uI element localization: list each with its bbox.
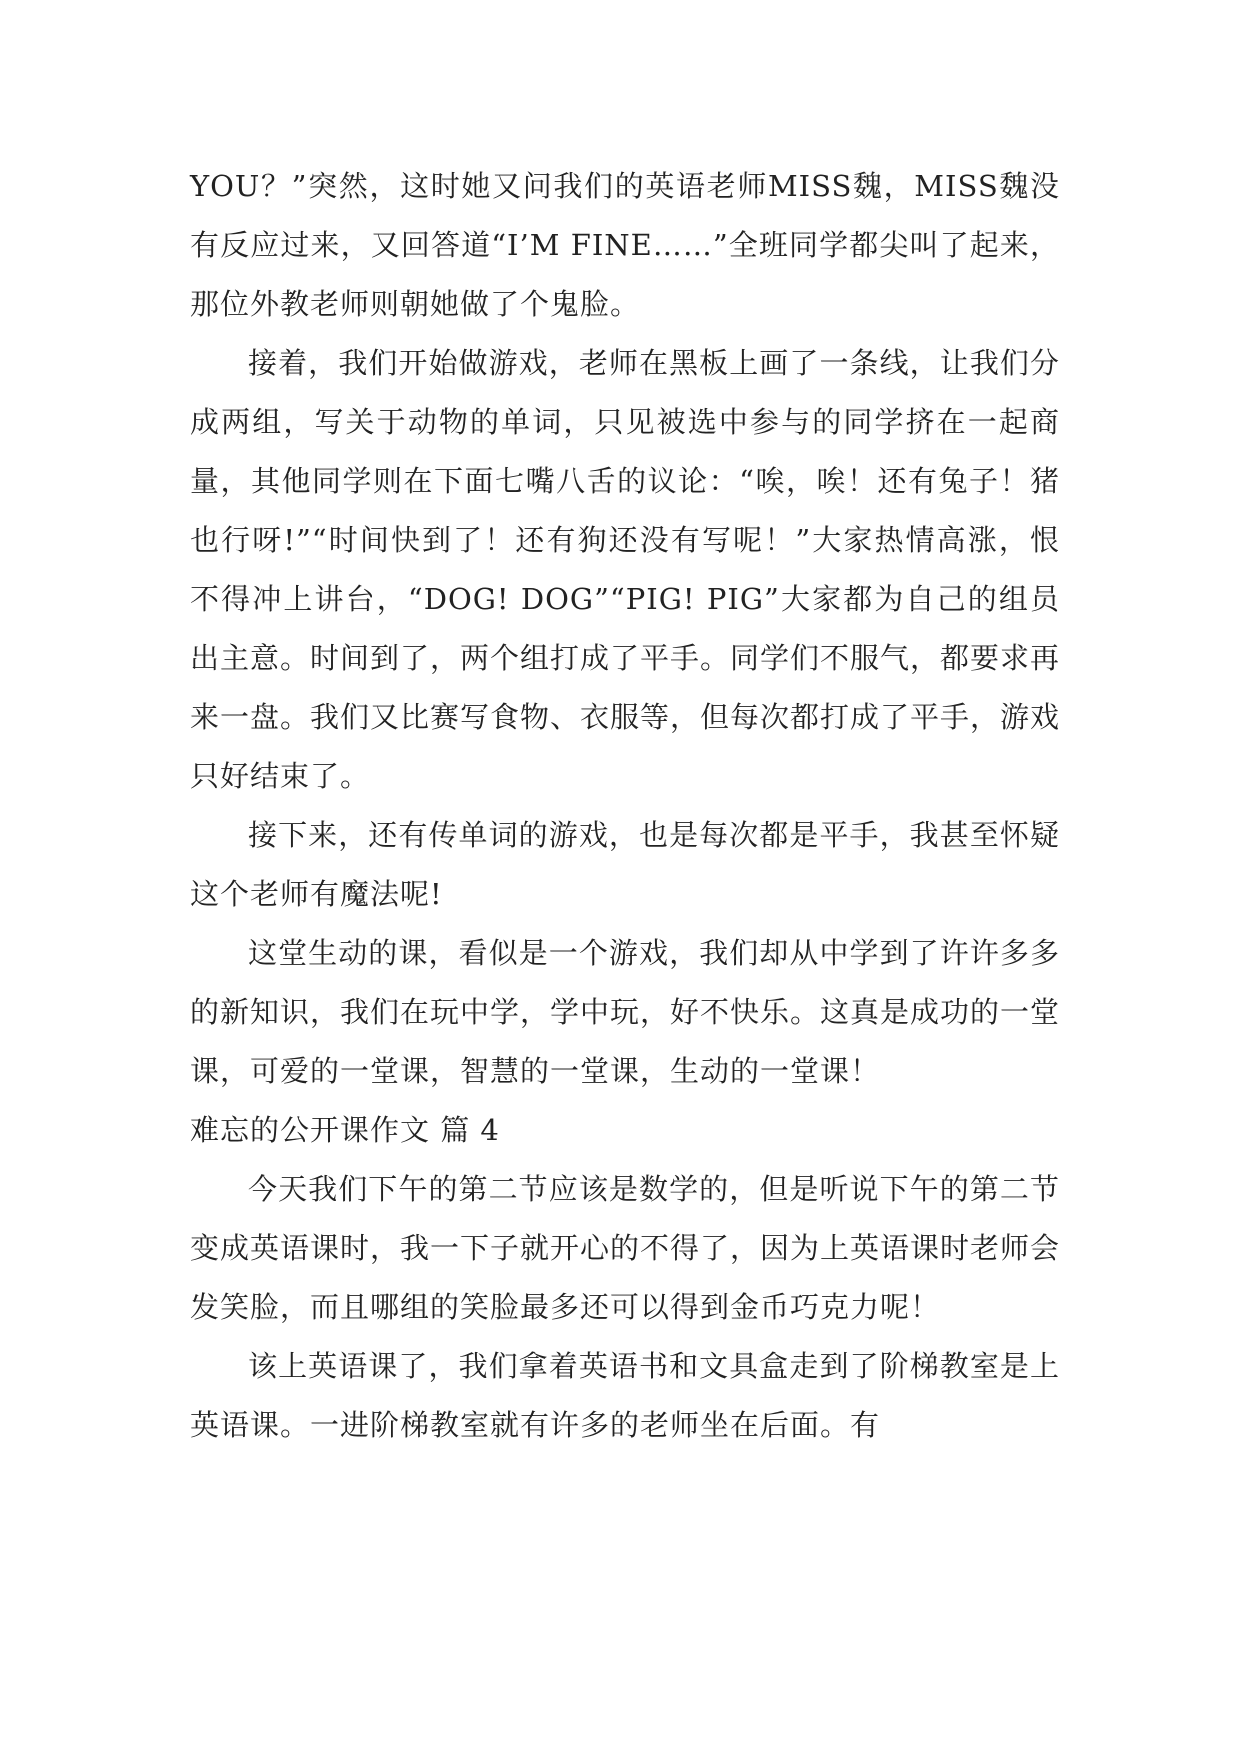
section-paragraph-intro: 今天我们下午的第二节应该是数学的，但是听说下午的第二节变成英语课时，我一下子就开心的不得了，因为上英语课时老师会发笑脸，而且哪组的笑脸最多还可以得到金币巧克力呢！ bbox=[190, 1172, 1061, 1324]
paragraph-conclusion: 这堂生动的课，看似是一个游戏，我们却从中学到了许许多多的新知识，我们在玩中学，学中玩，好不快乐。这真是成功的一堂课，可爱的一堂课，智慧的一堂课，生动的一堂课！ bbox=[190, 936, 1061, 1088]
paragraph-word-passing: 接下来，还有传单词的游戏，也是每次都是平手，我甚至怀疑这个老师有魔法呢! bbox=[190, 818, 1060, 911]
section-paragraph-classroom: 该上英语课了，我们拿着英语书和文具盒走到了阶梯教室是上英语课。一进阶梯教室就有许多的老师坐在后面。有 bbox=[190, 1349, 1060, 1442]
paragraph-continued: YOU？”突然，这时她又问我们的英语老师MISS魏，MISS魏没有反应过来，又回答道“I’M FINE……”全班同学都尖叫了起来，那位外教老师则朝她做了个鬼脸。 bbox=[190, 169, 1060, 321]
section-title: 难忘的公开课作文 篇 4 bbox=[190, 1113, 500, 1147]
document-body bbox=[190, 157, 1060, 1455]
paragraph-game: 接着，我们开始做游戏，老师在黑板上画了一条线，让我们分成两组，写关于动物的单词，只见被选中参与的同学挤在一起商量，其他同学则在下面七嘴八舌的议论：“唉，唉！还有兔子！猪也行呀!”“时间快到了！还有狗还没有写呢！”大家热情高涨，恨不得冲上讲台，“DOG! DOG”“PIG! PIG”大家都为自己的组员出主意。时间到了，两个组打成了平手。同学们不服气，都要求再来一盘。我们又比赛写食物、衣服等，但每次都打成了平手，游戏只好结束了。 bbox=[190, 346, 1061, 793]
